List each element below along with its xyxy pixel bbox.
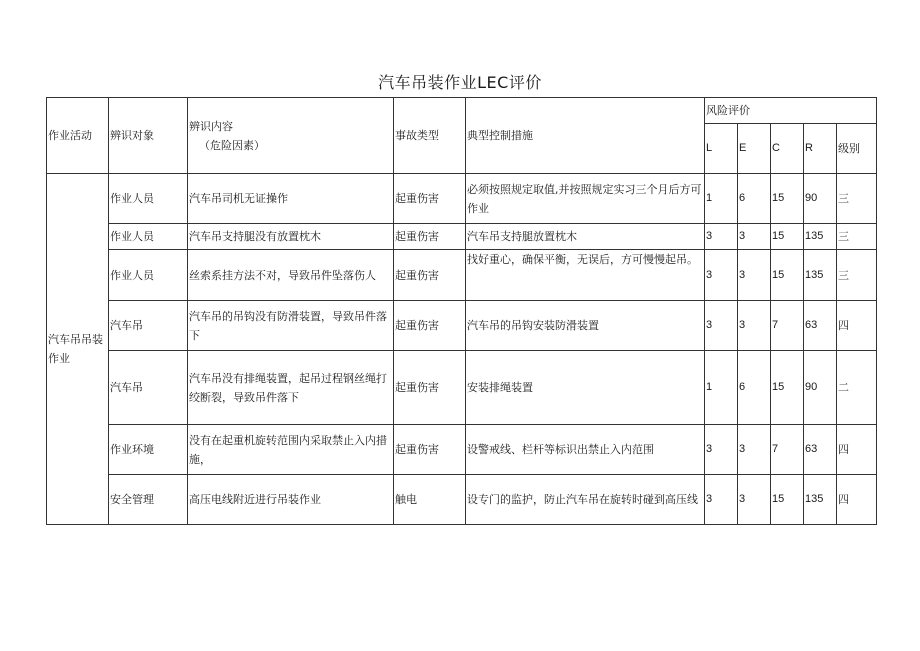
accident-cell: 起重伤害	[394, 174, 466, 224]
object-cell: 汽车吊	[109, 301, 188, 351]
accident-cell: 起重伤害	[394, 250, 466, 301]
C-cell: 15	[771, 174, 804, 224]
header-risk-evaluation: 风险评价	[705, 98, 877, 124]
R-cell: 63	[804, 425, 837, 475]
header-L: L	[705, 124, 738, 174]
level-cell: 四	[837, 475, 877, 525]
accident-cell: 起重伤害	[394, 425, 466, 475]
E-cell: 6	[738, 174, 771, 224]
header-R: R	[804, 124, 837, 174]
accident-cell: 起重伤害	[394, 224, 466, 250]
header-C: C	[771, 124, 804, 174]
header-object: 辨识对象	[109, 98, 188, 174]
C-cell: 7	[771, 301, 804, 351]
table-row	[47, 351, 877, 425]
L-cell: 1	[705, 174, 738, 224]
table-row	[47, 425, 877, 475]
hazard-cell: 没有在起重机旋转范围内采取禁止入内措施，	[188, 425, 394, 475]
R-cell: 135	[804, 475, 837, 525]
measure-cell: 设专门的监护，防止汽车吊在旋转时碰到高压线	[466, 475, 705, 525]
accident-cell: 触电	[394, 475, 466, 525]
C-cell: 15	[771, 250, 804, 301]
header-level: 级别	[837, 124, 877, 174]
L-cell: 3	[705, 224, 738, 250]
L-cell: 3	[705, 425, 738, 475]
L-cell: 3	[705, 301, 738, 351]
object-cell: 安全管理	[109, 475, 188, 525]
C-cell: 7	[771, 425, 804, 475]
document-title: 汽车吊装作业LEC评价	[378, 73, 542, 92]
C-cell: 15	[771, 351, 804, 425]
header-E: E	[738, 124, 771, 174]
E-cell: 6	[738, 351, 771, 425]
table-row	[47, 174, 877, 224]
E-cell: 3	[738, 250, 771, 301]
object-cell: 作业人员	[109, 224, 188, 250]
header-content-line2: （危险因素）	[199, 138, 265, 152]
object-cell: 汽车吊	[109, 351, 188, 425]
level-cell: 四	[837, 301, 877, 351]
level-cell: 三	[837, 250, 877, 301]
lec-risk-table	[46, 97, 877, 525]
hazard-cell: 汽车吊的吊钩没有防滑装置，导致吊件落下	[188, 301, 394, 351]
measure-cell: 汽车吊的吊钩安装防滑装置	[466, 301, 705, 351]
header-content	[188, 98, 394, 174]
E-cell: 3	[738, 224, 771, 250]
table-row	[47, 250, 877, 301]
hazard-cell: 汽车吊司机无证操作	[188, 174, 394, 224]
C-cell: 15	[771, 224, 804, 250]
L-cell: 3	[705, 250, 738, 301]
L-cell: 1	[705, 351, 738, 425]
activity-cell: 汽车吊吊装作业	[47, 174, 109, 525]
R-cell: 90	[804, 174, 837, 224]
header-activity: 作业活动	[47, 98, 109, 174]
accident-cell: 起重伤害	[394, 351, 466, 425]
level-cell: 三	[837, 174, 877, 224]
measure-cell: 必须按照规定取值,并按照规定实习三个月后方可作业	[466, 174, 705, 224]
hazard-cell: 汽车吊支持腿没有放置枕木	[188, 224, 394, 250]
E-cell: 3	[738, 301, 771, 351]
E-cell: 3	[738, 425, 771, 475]
measure-cell: 汽车吊支持腿放置枕木	[466, 224, 705, 250]
R-cell: 90	[804, 351, 837, 425]
header-accident-type: 事故类型	[394, 98, 466, 174]
measure-cell: 安装排绳装置	[466, 351, 705, 425]
R-cell: 135	[804, 224, 837, 250]
header-content-line1: 辨识内容	[189, 119, 233, 133]
L-cell: 3	[705, 475, 738, 525]
level-cell: 二	[837, 351, 877, 425]
E-cell: 3	[738, 475, 771, 525]
object-cell: 作业人员	[109, 250, 188, 301]
table-row	[47, 301, 877, 351]
C-cell: 15	[771, 475, 804, 525]
level-cell: 四	[837, 425, 877, 475]
measure-cell: 找好重心，确保平衡，无误后，方可慢慢起吊。	[466, 250, 705, 301]
hazard-cell: 高压电线附近进行吊装作业	[188, 475, 394, 525]
table-row	[47, 224, 877, 250]
object-cell: 作业环境	[109, 425, 188, 475]
header-control-measures: 典型控制措施	[466, 98, 705, 174]
R-cell: 135	[804, 250, 837, 301]
table-row	[47, 475, 877, 525]
measure-cell: 设警戒线、栏杆等标识出禁止入内范围	[466, 425, 705, 475]
header-row-1	[47, 98, 877, 124]
R-cell: 63	[804, 301, 837, 351]
hazard-cell: 汽车吊没有排绳装置，起吊过程钢丝绳打绞断裂，导致吊件落下	[188, 351, 394, 425]
level-cell: 三	[837, 224, 877, 250]
hazard-cell: 丝索系挂方法不对，导致吊件坠落伤人	[188, 250, 394, 301]
object-cell: 作业人员	[109, 174, 188, 224]
accident-cell: 起重伤害	[394, 301, 466, 351]
